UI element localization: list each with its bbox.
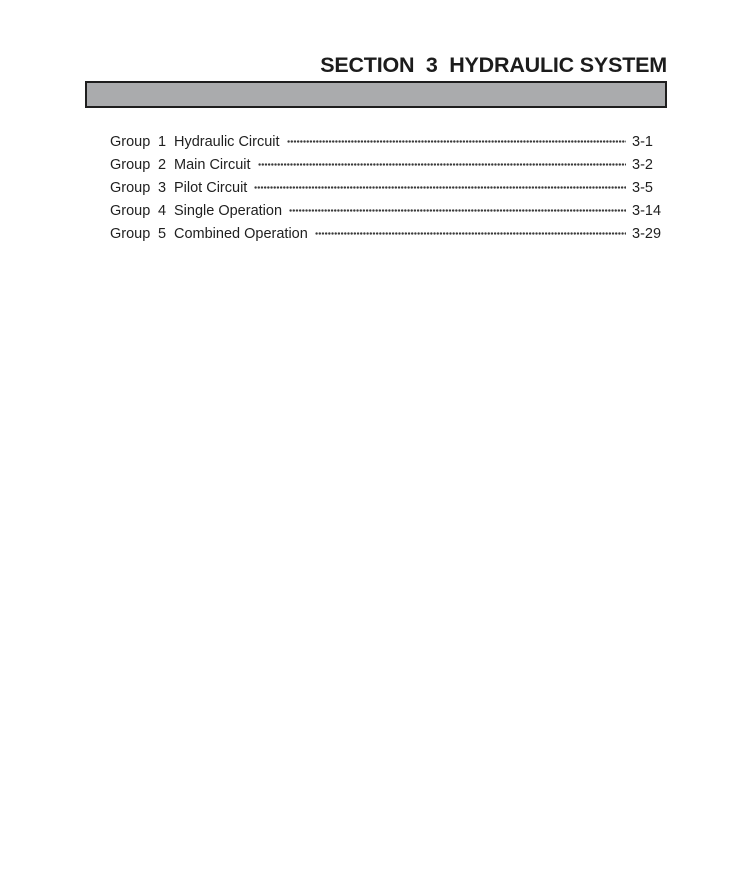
group-number: 4 <box>158 202 167 219</box>
entry-title: Main Circuit <box>174 156 251 173</box>
dot-leader <box>315 222 626 245</box>
group-number: 2 <box>158 156 167 173</box>
entry-title: Pilot Circuit <box>174 179 248 196</box>
dot-leader <box>258 153 626 176</box>
group-label: Group <box>110 179 151 196</box>
entry-title: Single Operation <box>174 202 283 219</box>
table-of-contents <box>110 130 666 245</box>
entry-title: Combined Operation <box>174 225 308 242</box>
group-number: 5 <box>158 225 167 242</box>
section-header-bar <box>85 81 667 108</box>
group-number: 1 <box>158 133 167 150</box>
group-label: Group <box>110 156 151 173</box>
page-number: 3-14 <box>632 202 662 219</box>
dot-leader <box>254 176 626 199</box>
group-label: Group <box>110 202 151 219</box>
page-number: 3-1 <box>632 133 653 150</box>
group-label: Group <box>110 225 151 242</box>
toc-entry <box>110 222 666 245</box>
page-number: 3-2 <box>632 156 653 173</box>
dot-leader <box>289 199 626 222</box>
group-label: Group <box>110 133 151 150</box>
toc-entry <box>110 176 666 199</box>
toc-entry <box>110 130 666 153</box>
page-number: 3-29 <box>632 225 662 242</box>
entry-title: Hydraulic Circuit <box>174 133 280 150</box>
toc-entry <box>110 199 666 222</box>
dot-leader <box>287 130 626 153</box>
toc-entry <box>110 153 666 176</box>
page-title: SECTION 3 HYDRAULIC SYSTEM <box>320 53 667 77</box>
page-number: 3-5 <box>632 179 653 196</box>
group-number: 3 <box>158 179 167 196</box>
